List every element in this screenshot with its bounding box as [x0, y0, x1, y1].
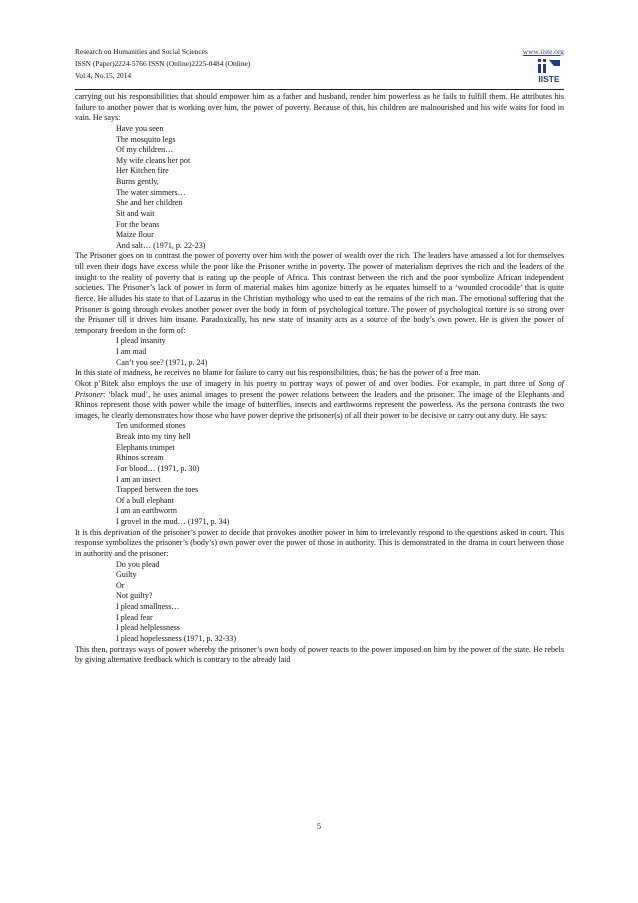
paragraph: It is this deprivation of the prisoner’s power to decide that provokes another power in him to irrelevantly respond to the questions asked in court. This response symbolizes the prisoner’s (body’s) own power over the power of those in authority. This is demonstrated in the drama in court between those in authority and the prisoner: — [75, 527, 564, 558]
poem-line: The water simmers… — [116, 187, 186, 197]
header-divider — [75, 89, 564, 90]
poem-line: Elephants trumpet — [116, 442, 175, 452]
poem-line: Maize flour — [116, 230, 154, 240]
poem-line: Ten uniformed stones — [116, 421, 186, 431]
poem-line: Have you seen — [116, 123, 164, 133]
poem-line: Sit and wait — [116, 208, 155, 218]
poem-line: I am an earthworm — [116, 506, 177, 516]
poem-excerpt — [75, 560, 564, 645]
poem-line: I plead fear — [116, 612, 153, 622]
poem-line: I plead insanity — [116, 336, 166, 346]
poem-line: Of my children… — [116, 145, 174, 155]
poem-line: Trapped between the toes — [116, 485, 199, 495]
poem-line: Do you plead — [116, 559, 160, 569]
poem-line: And salt… (1971, p. 22-23) — [116, 240, 206, 250]
poem-line: I am mad — [116, 347, 147, 356]
poem-line: Burns gently, — [116, 177, 159, 186]
poem-line: My wife cleans her pot — [116, 155, 191, 165]
poem-line: Her Kitchen fire — [116, 166, 169, 176]
poem-line: Or — [116, 580, 125, 590]
paragraph — [75, 379, 564, 422]
article-body — [75, 92, 564, 666]
poem-line: Rhinos scream — [116, 453, 164, 463]
iiste-logo-icon — [536, 58, 562, 84]
page-number: 5 — [317, 822, 321, 831]
poem-line: I plead helplessness — [116, 623, 180, 633]
poem-line: I plead hopelessness (1971, p. 32-33) — [116, 633, 237, 643]
poem-line: I am an insect — [116, 474, 161, 484]
poem-excerpt — [75, 124, 564, 252]
poem-line: I grovel in the mud… (1971, p. 34) — [116, 517, 230, 526]
poem-line: Guilty — [116, 570, 137, 580]
paragraph-text: : ‘black mud’, he uses animal images to present the power relations between the leaders and the prisoner. The image of the Elephants and Rhinos represent those with power while the image of butterflies, insects and earthworms represent the powerless. As the persona contrasts the two images, he clearly demonstrates how those who have power deprive the prisoner(s) of all their power to be decisive or carry out any duty. He says: — [75, 389, 564, 420]
journal-url-link[interactable]: www.iiste.org — [522, 47, 564, 56]
poem-line: The mosquito legs — [116, 134, 176, 144]
issn-line: ISSN (Paper)2224-5766 ISSN (Online)2225-0484 (Online) — [75, 59, 251, 69]
work-title: Song of Prisoner — [75, 378, 564, 399]
poem-line: For the beans — [116, 219, 160, 229]
poem-line: Can’t you see? (1971, p. 24) — [116, 357, 208, 367]
paragraph: carrying out his responsibilities that should empower him as a father and husband, render him powerless as he fails to fulfill them. He attributes his failure to another power that is working over him, the power of poverty. Because of this, his children are malnourished and his wife waits for food in vain. He says: — [75, 92, 564, 123]
poem-line: Not guilty? — [116, 591, 153, 601]
poem-excerpt — [75, 336, 564, 368]
logo-text: IISTE — [538, 74, 560, 84]
journal-header — [75, 46, 250, 83]
paragraph: The Prisoner goes on to contrast the power of poverty over him with the power of wealth over the rich. The leaders have amassed a lot for themselves till even their dogs have excess while the poor like the Prisoner writhe in poverty. The power of materialism deprives the rich and the leaders of the insight to the reality of poverty that is eating up the people of Africa. This contrast between the rich and the poor symbolize African independent societies. The Prisoner’s lack of power in form of material makes him agonize bitterly as he equates himself to a ‘wounded crocodile’ that is quite fierce. He alludes his state to that of Lazarus in the Christian mythology who used to eat the remains of the rich man. The emotional suffering that the Prisoner is going through evokes another power over the body in form of psychological torture. The power of psychological torture is so strong over the Prisoner till it drives him insane. Paradoxically, his new state of insanity acts as a source of the body’s own power. He is given the power of temporary freedom in the form of: — [75, 251, 564, 335]
poem-line: Break into my tiny hell — [116, 432, 191, 441]
poem-line: She and her children — [116, 198, 183, 208]
volume-line: Vol.4, No.15, 2014 — [75, 71, 132, 81]
paragraph: In this state of madness, he receives no blame for failure to carry out his responsibilities, thus; he has the power of a free man. — [75, 368, 481, 378]
journal-name: Research on Humanities and Social Sciences — [75, 47, 208, 56]
poem-line: For blood… (1971, p. 30) — [116, 463, 200, 473]
poem-line: Of a bull elephant — [116, 495, 174, 505]
poem-line: I plead smallness… — [116, 602, 180, 611]
paragraph: This then, portrays ways of power whereby the prisoner’s own body of power reacts to the power imposed on him by the power of the state. He rebels by giving alternative feedback which is contrary to the already laid — [75, 644, 564, 665]
poem-excerpt — [75, 421, 564, 527]
paragraph-text: Okot p’Bitek also employs the use of imagery in his poetry to portray ways of power of and over bodies. For example, in part three of — [75, 378, 539, 388]
